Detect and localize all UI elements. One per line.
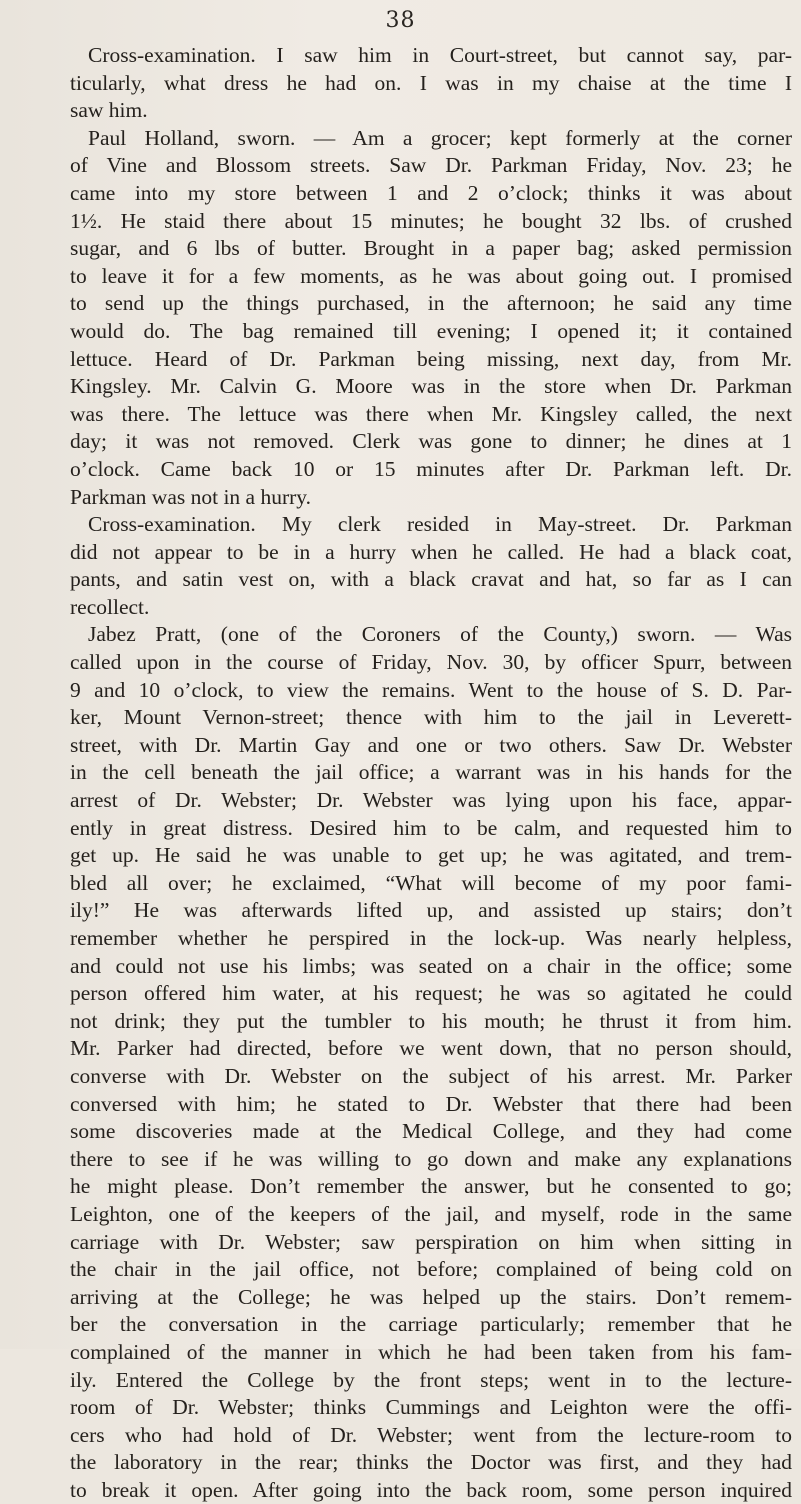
text-line: sugar, and 6 lbs of butter. Brought in a paper bag; asked permission [70, 236, 792, 261]
text-line: complained of the manner in which he had been taken from his fam- [70, 1339, 792, 1364]
text-line: ticularly, what dress he had on. I was in my chaise at the time I [70, 70, 792, 95]
text-line: saw him. [70, 98, 148, 123]
text-line: called upon in the course of Friday, Nov. 30, by officer Spurr, between [70, 650, 792, 675]
text-line: would do. The bag remained till evening; I opened it; it contained [70, 318, 792, 343]
text-line: there to see if he was willing to go down and make any explanations [70, 1146, 792, 1171]
text-line: the chair in the jail office, not before; complained of being cold on [70, 1257, 792, 1282]
text-line: bled all over; he exclaimed, “What will become of my poor fami- [70, 870, 792, 895]
text-line: Kingsley. Mr. Calvin G. Moore was in the store when Dr. Parkman [70, 374, 792, 399]
text-line: Parkman was not in a hurry. [70, 484, 312, 509]
text-line: ently in great distress. Desired him to be calm, and requested him to [70, 815, 792, 840]
text-line: 1½. He staid there about 15 minutes; he bought 32 lbs. of crushed [70, 208, 792, 233]
text-line: o’clock. Came back 10 or 15 minutes after Dr. Parkman left. Dr. [70, 456, 792, 481]
text-line: Jabez Pratt, (one of the Coroners of the County,) sworn. — Was [88, 622, 792, 647]
text-line: did not appear to be in a hurry when he called. He had a black coat, [70, 539, 792, 564]
text-line: get up. He said he was unable to get up; he was agitated, and trem- [70, 843, 792, 868]
text-line: Paul Holland, sworn. — Am a grocer; kept formerly at the corner [88, 125, 792, 150]
text-line: ily. Entered the College by the front steps; went in to the lecture- [70, 1367, 792, 1392]
text-line: to break it open. After going into the back room, some person inquired [70, 1477, 792, 1502]
text-line: carriage with Dr. Webster; saw perspiration on him when sitting in [70, 1229, 792, 1254]
text-line: he might please. Don’t remember the answer, but he consented to go; [70, 1174, 792, 1199]
text-line: Mr. Parker had directed, before we went down, that no person should, [70, 1036, 792, 1061]
text-line: arrest of Dr. Webster; Dr. Webster was lying upon his face, appar- [70, 788, 792, 813]
text-line: converse with Dr. Webster on the subject of his arrest. Mr. Parker [70, 1063, 792, 1088]
text-line: was there. The lettuce was there when Mr. Kingsley called, the next [70, 401, 792, 426]
text-line: arriving at the College; he was helped up the stairs. Don’t remem- [70, 1284, 792, 1309]
text-line: some discoveries made at the Medical College, and they had come [70, 1119, 792, 1144]
text-line: cers who had hold of Dr. Webster; went from the lecture-room to [70, 1422, 792, 1447]
text-line: person offered him water, at his request; he was so agitated he could [70, 981, 792, 1006]
text-line: came into my store between 1 and 2 o’clock; thinks it was about [70, 180, 792, 205]
text-line: Cross-examination. I saw him in Court-street, but cannot say, par- [88, 43, 792, 67]
text-line: ber the conversation in the carriage particularly; remember that he [70, 1312, 792, 1337]
text-line: 9 and 10 o’clock, to view the remains. Went to the house of S. D. Par- [70, 677, 792, 702]
text-line: room of Dr. Webster; thinks Cummings and Leighton were the offi- [70, 1395, 792, 1420]
text-line: lettuce. Heard of Dr. Parkman being missing, next day, from Mr. [70, 346, 792, 371]
text-line: to leave it for a few moments, as he was about going out. I promised [70, 263, 792, 288]
text-line: recollect. [70, 594, 150, 619]
text-line: not drink; they put the tumbler to his mouth; he thrust it from him. [70, 1008, 792, 1033]
text-line: street, with Dr. Martin Gay and one or two others. Saw Dr. Webster [70, 732, 792, 757]
page-number: 38 [385, 8, 416, 33]
testimony-text [70, 42, 792, 1504]
text-line: conversed with him; he stated to Dr. Webster that there had been [70, 1091, 792, 1116]
text-line: of Vine and Blossom streets. Saw Dr. Parkman Friday, Nov. 23; he [70, 153, 792, 178]
text-line: remember whether he perspired in the lock-up. Was nearly helpless, [70, 926, 792, 950]
text-line: the laboratory in the rear; thinks the Doctor was first, and they had [70, 1450, 792, 1475]
text-line: to send up the things purchased, in the afternoon; he said any time [70, 291, 792, 316]
text-line: Cross-examination. My clerk resided in May-street. Dr. Parkman [88, 512, 792, 537]
text-line: in the cell beneath the jail office; a warrant was in his hands for the [70, 760, 792, 785]
text-line: ker, Mount Vernon-street; thence with him to the jail in Leverett- [70, 705, 792, 730]
text-line: ily!” He was afterwards lifted up, and assisted up stairs; don’t [70, 898, 792, 923]
text-line: and could not use his limbs; was seated on a chair in the office; some [70, 953, 792, 978]
text-line: Leighton, one of the keepers of the jail, and myself, rode in the same [70, 1201, 792, 1226]
text-line: pants, and satin vest on, with a black cravat and hat, so far as I can [70, 567, 792, 592]
text-line: day; it was not removed. Clerk was gone to dinner; he dines at 1 [70, 429, 792, 454]
